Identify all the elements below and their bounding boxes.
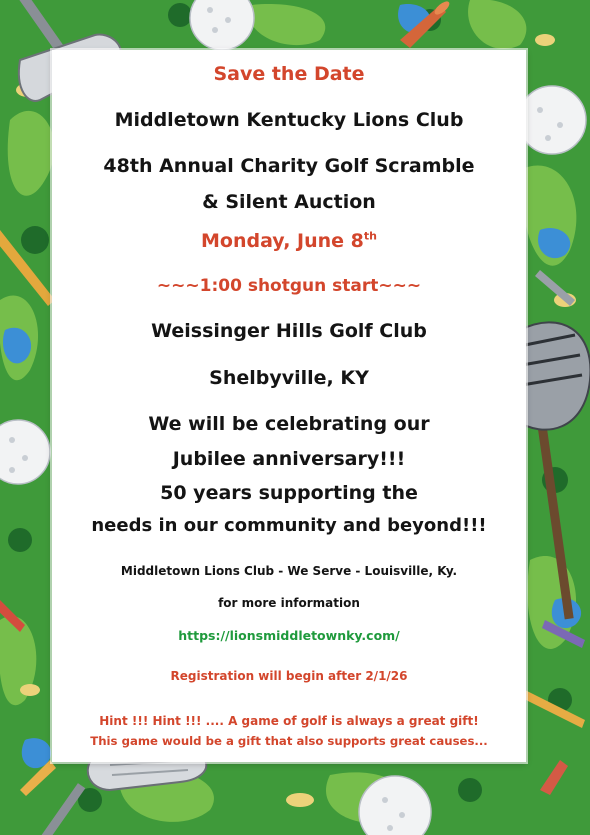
venue-city: Shelbyville, KY (209, 367, 369, 389)
more-info-label: for more information (218, 596, 360, 610)
event-title-line1: 48th Annual Charity Golf Scramble (103, 155, 475, 177)
celebration-line1: We will be celebrating our (148, 413, 430, 435)
website-link[interactable]: https://lionsmiddletownky.com/ (178, 628, 400, 643)
shotgun-start-time: ~~~1:00 shotgun start~~~ (156, 276, 422, 296)
celebration-line4: needs in our community and beyond!!! (91, 515, 487, 536)
registration-notice: Registration will begin after 2/1/26 (170, 669, 408, 683)
venue-name: Weissinger Hills Golf Club (151, 320, 427, 342)
save-the-date-heading: Save the Date (213, 63, 365, 85)
event-date-suffix: th (363, 229, 377, 243)
celebration-line3: 50 years supporting the (160, 482, 418, 504)
club-tagline: Middletown Lions Club - We Serve - Louisville, Ky. (120, 564, 458, 578)
event-title-line2: & Silent Auction (202, 191, 376, 213)
gift-hint-line2: This game would be a gift that also supports great causes... (90, 734, 488, 748)
organization-name: Middletown Kentucky Lions Club (114, 109, 464, 131)
event-date (52, 230, 526, 252)
event-date-main: Monday, June 8 (200, 230, 364, 252)
gift-hint-line1: Hint !!! Hint !!! .... A game of golf is always a great gift! (99, 714, 479, 728)
celebration-line2: Jubilee anniversary!!! (172, 448, 406, 470)
